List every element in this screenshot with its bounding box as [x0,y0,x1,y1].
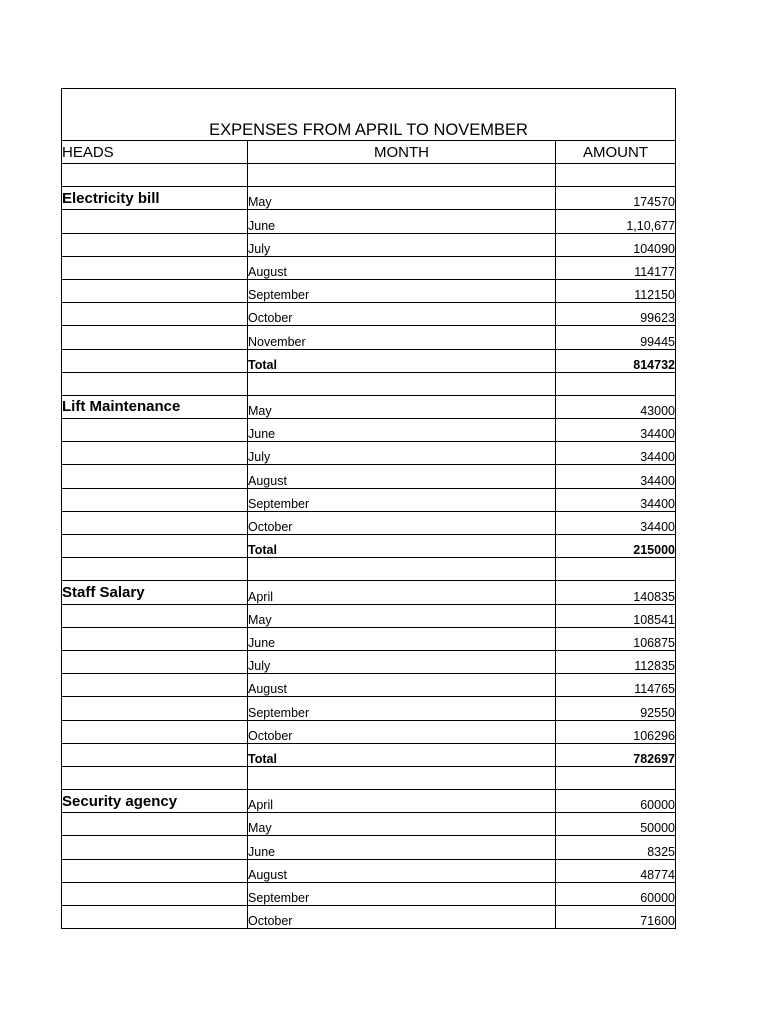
month-cell: August [248,256,556,279]
amount-cell: 1,10,677 [556,210,676,233]
header-row [62,141,676,164]
head-cell [62,419,248,442]
amount-cell: 782697 [556,743,676,766]
head-cell [62,906,248,929]
amount-cell: 50000 [556,813,676,836]
head-cell [62,511,248,534]
table-row [62,906,676,929]
month-cell: Total [248,743,556,766]
month-cell: August [248,859,556,882]
head-cell [62,164,248,187]
table-row [62,442,676,465]
amount-cell: 71600 [556,906,676,929]
table-row [62,627,676,650]
month-cell: October [248,303,556,326]
amount-cell: 114177 [556,256,676,279]
month-cell: September [248,697,556,720]
head-cell [62,349,248,372]
month-cell: May [248,187,556,210]
month-cell [248,558,556,581]
month-cell: June [248,419,556,442]
table-row [62,859,676,882]
amount-cell: 34400 [556,419,676,442]
head-cell: Staff Salary [62,581,248,604]
head-cell: Lift Maintenance [62,395,248,418]
head-cell [62,650,248,673]
amount-cell: 140835 [556,581,676,604]
table-row [62,187,676,210]
amount-cell: 106296 [556,720,676,743]
table-row [62,419,676,442]
amount-cell: 34400 [556,442,676,465]
head-cell [62,882,248,905]
expenses-table-body [62,89,676,929]
month-cell: September [248,279,556,302]
table-row [62,372,676,395]
expenses-table [61,88,676,929]
head-cell [62,372,248,395]
head-cell [62,627,248,650]
month-cell: October [248,511,556,534]
month-cell [248,164,556,187]
table-row [62,882,676,905]
title-row [62,89,676,141]
head-cell: Electricity bill [62,187,248,210]
head-cell [62,720,248,743]
amount-cell: 215000 [556,535,676,558]
amount-cell: 8325 [556,836,676,859]
head-cell [62,766,248,789]
table-row [62,766,676,789]
head-cell [62,256,248,279]
amount-cell: 112150 [556,279,676,302]
head-cell [62,535,248,558]
table-row [62,650,676,673]
head-cell [62,210,248,233]
head-cell [62,813,248,836]
head-cell [62,303,248,326]
month-cell: June [248,627,556,650]
amount-cell: 99445 [556,326,676,349]
month-cell: July [248,650,556,673]
head-cell [62,326,248,349]
amount-cell: 104090 [556,233,676,256]
month-cell: November [248,326,556,349]
amount-cell [556,164,676,187]
head-cell: Security agency [62,790,248,813]
month-cell: May [248,395,556,418]
table-row [62,511,676,534]
amount-cell: 34400 [556,511,676,534]
head-cell [62,465,248,488]
amount-cell [556,766,676,789]
amount-cell: 108541 [556,604,676,627]
table-title: EXPENSES FROM APRIL TO NOVEMBER [62,89,676,141]
head-cell [62,604,248,627]
month-cell: August [248,465,556,488]
table-row [62,581,676,604]
amount-cell: 114765 [556,674,676,697]
head-cell [62,488,248,511]
table-row [62,790,676,813]
heads-column-header: HEADS [62,141,248,164]
table-row [62,210,676,233]
amount-cell: 34400 [556,488,676,511]
table-row [62,836,676,859]
month-cell: May [248,813,556,836]
month-cell: June [248,210,556,233]
amount-cell: 60000 [556,790,676,813]
amount-cell [556,372,676,395]
table-row [62,465,676,488]
amount-cell: 43000 [556,395,676,418]
total-row [62,535,676,558]
head-cell [62,743,248,766]
total-row [62,743,676,766]
month-cell: Total [248,349,556,372]
month-cell [248,766,556,789]
table-row [62,488,676,511]
month-cell: October [248,906,556,929]
month-cell [248,372,556,395]
total-row [62,349,676,372]
head-cell [62,279,248,302]
month-cell: May [248,604,556,627]
table-row [62,256,676,279]
table-row [62,674,676,697]
amount-cell: 60000 [556,882,676,905]
table-row [62,233,676,256]
month-cell: September [248,488,556,511]
amount-cell: 34400 [556,465,676,488]
head-cell [62,233,248,256]
amount-cell: 112835 [556,650,676,673]
head-cell [62,836,248,859]
table-row [62,720,676,743]
head-cell [62,697,248,720]
amount-cell: 106875 [556,627,676,650]
amount-cell: 48774 [556,859,676,882]
table-row [62,164,676,187]
table-row [62,303,676,326]
month-cell: Total [248,535,556,558]
amount-cell: 814732 [556,349,676,372]
month-cell: July [248,442,556,465]
head-cell [62,442,248,465]
table-row [62,604,676,627]
month-cell: June [248,836,556,859]
amount-cell: 92550 [556,697,676,720]
amount-column-header: AMOUNT [556,141,676,164]
head-cell [62,558,248,581]
table-row [62,558,676,581]
amount-cell: 99623 [556,303,676,326]
month-column-header: MONTH [248,141,556,164]
month-cell: August [248,674,556,697]
month-cell: April [248,581,556,604]
table-row [62,279,676,302]
month-cell: October [248,720,556,743]
month-cell: April [248,790,556,813]
month-cell: September [248,882,556,905]
amount-cell [556,558,676,581]
amount-cell: 174570 [556,187,676,210]
table-row [62,813,676,836]
month-cell: July [248,233,556,256]
head-cell [62,674,248,697]
table-row [62,326,676,349]
head-cell [62,859,248,882]
table-row [62,395,676,418]
table-row [62,697,676,720]
